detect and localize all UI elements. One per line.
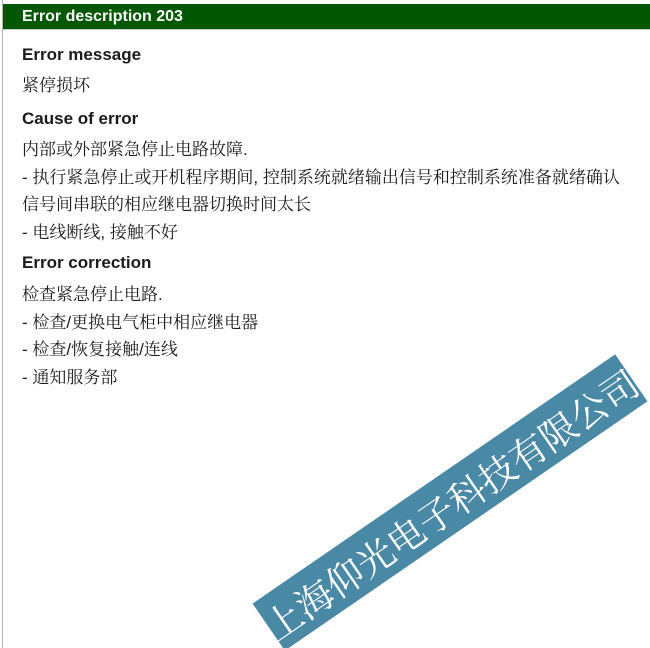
correction-line: 检查紧急停止电路. bbox=[22, 285, 163, 304]
cause-bullet: - 电线断线, 接触不好 bbox=[22, 222, 178, 242]
cause-of-error-body bbox=[22, 136, 628, 246]
left-border-rule bbox=[2, 0, 3, 648]
correction-bullet: - 通知服务部 bbox=[22, 367, 118, 387]
error-message-heading: Error message bbox=[22, 45, 142, 64]
company-watermark-ribbon bbox=[253, 354, 648, 648]
cause-bullet: - 执行紧急停止或开机程序期间, 控制系统就绪输出信号和控制系统准备就绪确认信号间串联的相应继电器切换时间太长 bbox=[22, 167, 620, 214]
error-correction-body bbox=[22, 281, 628, 391]
error-header-bar: Error description 203 bbox=[3, 4, 650, 30]
cause-line: 内部或外部紧急停止电路故障. bbox=[22, 140, 248, 159]
error-correction-heading: Error correction bbox=[22, 253, 152, 272]
error-message-body bbox=[22, 72, 628, 100]
error-message-text: 紧停损坏 bbox=[22, 76, 90, 95]
cause-of-error-heading: Cause of error bbox=[22, 109, 139, 128]
correction-bullet: - 检查/恢复接触/连线 bbox=[22, 340, 178, 359]
company-watermark-text: 上海仰光电子科技有限公司 bbox=[257, 362, 647, 648]
correction-bullet: - 检查/更换电气柜中相应继电器 bbox=[22, 312, 259, 332]
